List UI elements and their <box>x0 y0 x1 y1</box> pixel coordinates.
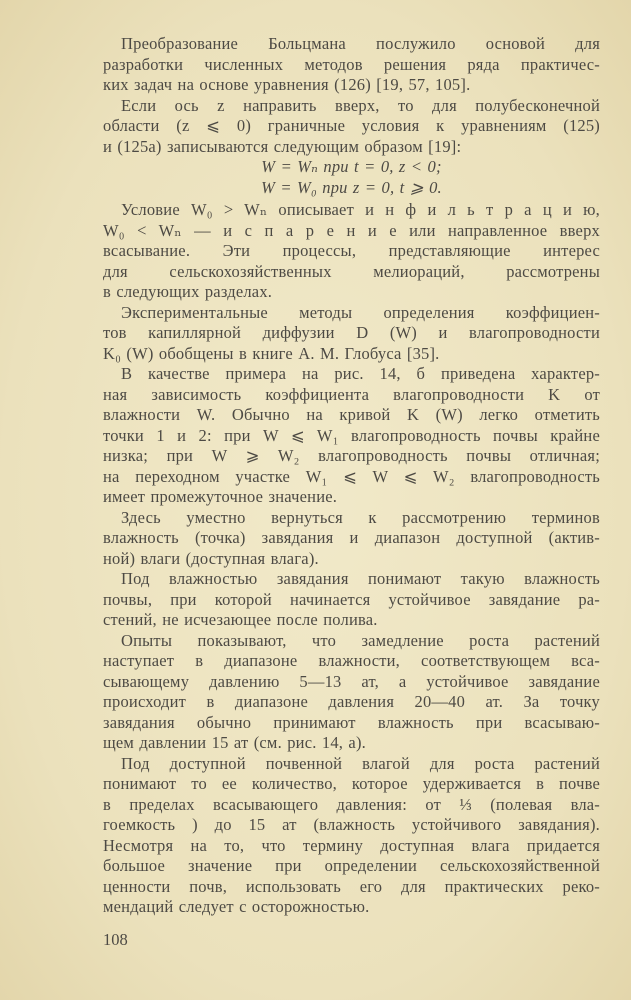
text-line: ценности почв, использовать его для практических реко- <box>103 876 600 896</box>
text-line: для сельскохозяйственных мелиораций, рассмотрены <box>103 261 600 281</box>
text-line: Несмотря на то, что термину доступная влага придается <box>103 835 600 855</box>
text-line: имеет промежуточное значение. <box>103 487 338 506</box>
text-line: ких задач на основе уравнения (126) [19, 57, 105]. <box>103 75 471 94</box>
page-body-text <box>103 34 600 918</box>
text-line: В качестве примера на рис. 14, б приведена характер- <box>121 364 600 383</box>
text-line: наступает в диапазоне влажности, соответствующем вса- <box>103 651 600 670</box>
text-line: в следующих разделах. <box>103 282 273 301</box>
text-line: Под влажностью завядания понимают такую влажность <box>121 569 600 588</box>
text-line: Под доступной почвенной влагой для роста растений <box>121 753 600 773</box>
text-line: ной) влаги (доступная влага). <box>103 548 319 568</box>
text-line: щем давлении 15 ат (см. рис. 14, а). <box>103 733 366 752</box>
text-line: Преобразование Больцмана послужило основой для <box>121 34 600 53</box>
text-line: и (125а) записываются следующим образом [19]: <box>103 136 462 156</box>
text-line: сывающему давлению 5—13 ат, а устойчивое завядание <box>103 671 600 691</box>
text-line: влажности W. Обычно на кривой K (W) легко отметить <box>103 405 600 424</box>
text-line: понимают то ее количество, которое удерживается в почве <box>103 774 600 793</box>
text-line: всасывание. Эти процессы, представляющие интерес <box>103 241 600 260</box>
text-line: Экспериментальные методы определения коэффициен- <box>121 302 600 322</box>
text-line: Если ось z направить вверх, то для полубесконечной <box>121 95 600 115</box>
page-number: 108 <box>103 930 128 949</box>
text-line: Здесь уместно вернуться к рассмотрению терминов <box>121 507 600 527</box>
text-line: тов капиллярной диффузии D (W) и влагопроводности <box>103 323 600 342</box>
text-line: Опыты показывают, что замедление роста растений <box>121 630 600 650</box>
text-line: в пределах всасывающего давления: от ⅓ (полевая вла- <box>103 794 600 814</box>
text-line: мендаций следует с осторожностью. <box>103 897 370 916</box>
formula-line: W = W₀ при z = 0, t ⩾ 0. <box>261 177 442 197</box>
text-line: влажность (точка) завядания и диапазон доступной (актив- <box>103 528 600 547</box>
text-line: завядания обычно принимают влажность при всасываю- <box>103 712 600 732</box>
text-line: большое значение при определении сельскохозяйственной <box>103 856 600 875</box>
text-line: разработки численных методов решения ряда практичес- <box>103 54 600 74</box>
text-line: стений, не исчезающее после полива. <box>103 610 378 629</box>
text-line: гоемкость ) до 15 ат (влажность устойчивого завядания). <box>103 815 600 834</box>
text-line: W₀ < Wₙ — и с п а р е н и е или направленное вверх <box>103 220 600 240</box>
text-line: низка; при W ⩾ W₂ влагопроводность почвы отличная; <box>103 446 600 465</box>
text-line: ная зависимость коэффициента влагопроводности K от <box>103 384 600 404</box>
text-line: на переходном участке W₁ ⩽ W ⩽ W₂ влагопроводность <box>103 466 600 486</box>
text-line: происходит в диапазоне давления 20—40 ат. За точку <box>103 692 600 711</box>
text-line: точки 1 и 2: при W ⩽ W₁ влагопроводность почвы крайне <box>103 425 600 445</box>
text-line: K₀ (W) обобщены в книге А. М. Глобуса [35]. <box>103 343 440 363</box>
formula-line: W = Wₙ при t = 0, z < 0; <box>261 157 442 176</box>
text-line: Условие W₀ > Wₙ описывает и н ф и л ь т р а ц и ю, <box>121 200 600 219</box>
text-line: почвы, при которой начинается устойчивое завядание ра- <box>103 589 600 609</box>
text-line: области (z ⩽ 0) граничные условия к уравнениям (125) <box>103 116 600 135</box>
